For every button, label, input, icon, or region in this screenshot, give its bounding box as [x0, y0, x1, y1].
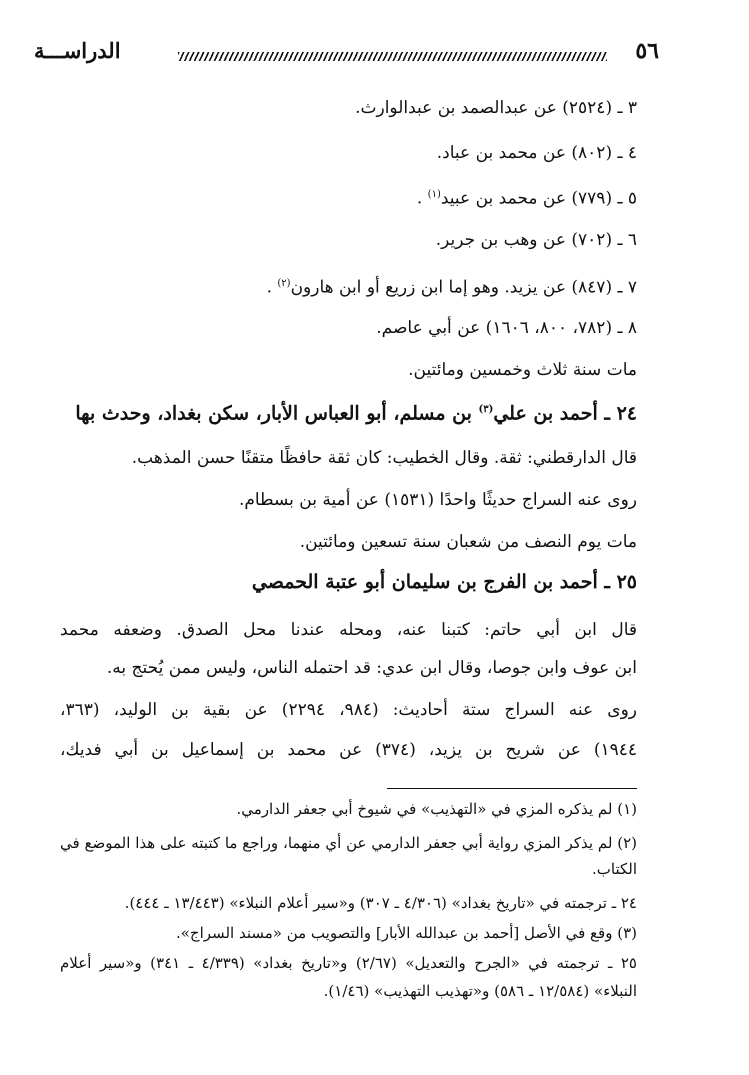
footnote-marker: (١): [427, 189, 441, 200]
text-line: ٤ ـ (٨٠٢) عن محمد بن عباد.: [436, 143, 637, 163]
text-line: ابن عوف وابن جوصا، وقال ابن عدي: قد احتمله الناس، وليس ممن يُحتج به.: [106, 658, 637, 678]
footnote: (٢) لم يذكر المزي رواية أبي جعفر الدارمي عن أي منهما، وراجع ما كتبته على هذا الموضع في: [60, 834, 637, 852]
footnote-continuation: النبلاء» (١٢/٥٨٤ ـ ٥٨٦) و«تهذيب التهذيب» (١/٤٦).: [323, 982, 637, 1000]
page-number: ٥٦: [635, 38, 659, 64]
text-line: [267, 272, 637, 300]
text-line: روى عنه السراج حديثًا واحدًا (١٥٣١) عن أمية بن بسطام.: [238, 490, 637, 510]
text-segment: ٥ ـ (٧٧٩) عن محمد بن عبيد: [440, 188, 637, 209]
text-line: مات سنة ثلاث وخمسين ومائتين.: [408, 360, 637, 380]
footnote-separator: [387, 788, 637, 789]
footnote: (١) لم يذكره المزي في «التهذيب» في شيوخ أبي جعفر الدارمي.: [236, 800, 637, 818]
text-line: ١٩٤٤) عن شريح بن يزيد، (٣٧٤) عن محمد بن إسماعيل بن أبي فديك،: [60, 740, 637, 760]
footnote: ٢٤ ـ ترجمته في «تاريخ بغداد» (٤/٣٠٦ ـ ٣٠٧) و«سير أعلام النبلاء» (١٣/٤٤٣ ـ ٤٤٤).: [124, 894, 637, 912]
entry-25-heading: ٢٥ ـ أحمد بن الفرج بن سليمان أبو عتبة الحمصي: [251, 571, 637, 593]
text-segment: .: [416, 188, 423, 209]
text-line: ٨ ـ (٧٨٢، ٨٠٠، ١٦٠٦) عن أبي عاصم.: [376, 318, 637, 338]
running-header: [30, 38, 719, 70]
text-line: ٣ ـ (٢٥٢٤) عن عبدالصمد بن عبدالوارث.: [355, 98, 637, 118]
running-title: الدراســـة: [34, 38, 121, 63]
text-line: ٦ ـ (٧٠٢) عن وهب بن جرير.: [435, 230, 637, 250]
text-segment: .: [266, 277, 272, 298]
heading-segment: بن مسلم، أبو العباس الأبار، سكن بغداد، وحدث بها: [75, 402, 479, 425]
entry-24-heading: [75, 398, 637, 425]
footnote-marker: (٣): [478, 404, 494, 415]
heading-segment: ٢٤ ـ أحمد بن علي: [493, 402, 637, 425]
text-line: قال الدارقطني: ثقة. وقال الخطيب: كان ثقة حافظًا متقنًا حسن المذهب.: [131, 448, 637, 468]
text-line: مات يوم النصف من شعبان سنة تسعين ومائتين.: [299, 532, 637, 552]
footnote: ٢٥ ـ ترجمته في «الجرح والتعديل» (٢/٦٧) و«تاريخ بغداد» (٤/٣٣٩ ـ ٣٤١) و«سير أعلام: [60, 954, 637, 972]
header-hatch-rule: [178, 52, 607, 61]
footnote: (٣) وقع في الأصل [أحمد بن عبدالله الأبار] والتصويب من «مسند السراج».: [175, 924, 637, 942]
text-segment: ٧ ـ (٨٤٧) عن يزيد. وهو إما ابن زريع أو ابن هارون: [290, 277, 637, 298]
text-line: قال ابن أبي حاتم: كتبنا عنه، ومحله عندنا محل الصدق. وضعفه محمد: [60, 620, 637, 640]
text-line: روى عنه السراج ستة أحاديث: (٩٨٤، ٢٢٩٤) عن بقية بن الوليد، (٣٦٣،: [60, 700, 638, 720]
footnote-continuation: الكتاب.: [591, 860, 637, 878]
text-line: [417, 183, 637, 211]
footnote-marker: (٢): [277, 278, 291, 289]
